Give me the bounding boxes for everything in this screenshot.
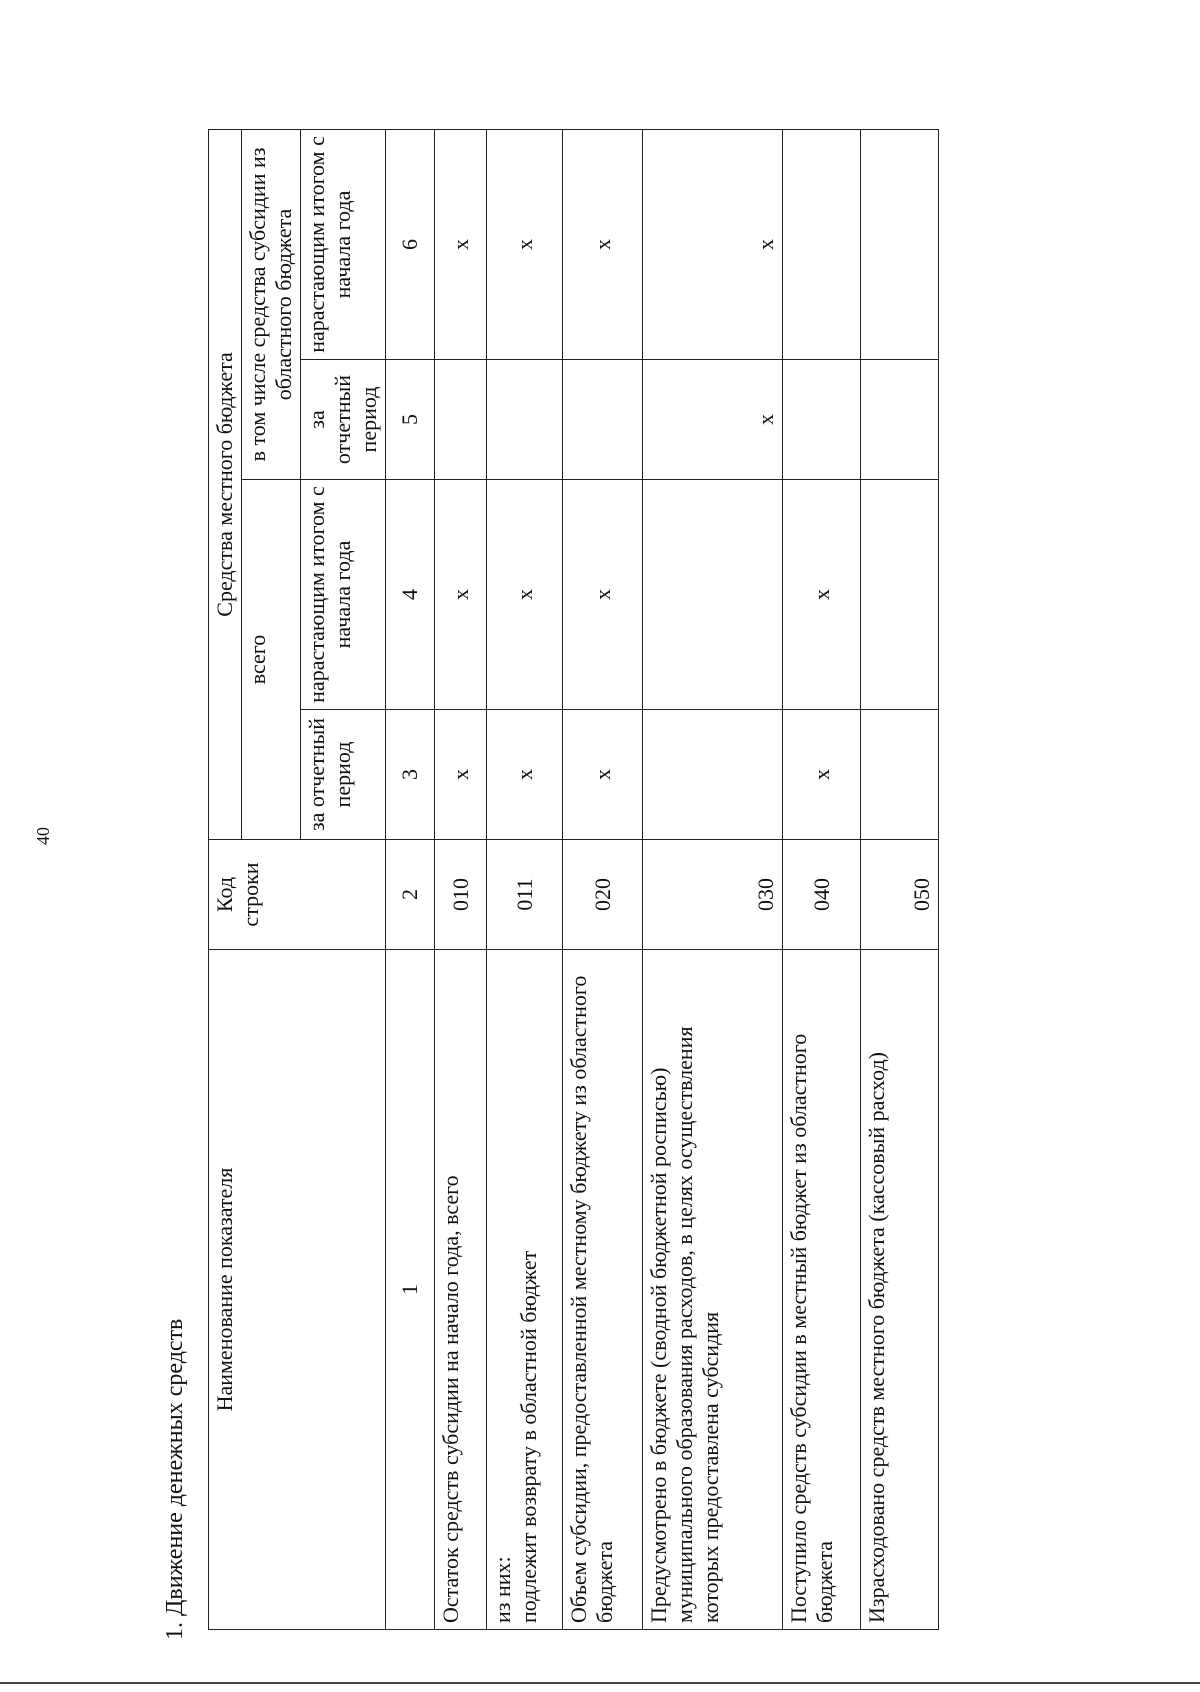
row-name <box>563 950 643 1630</box>
cell-total-ytd: x <box>783 480 861 710</box>
cell-regional-period: x <box>643 360 783 480</box>
cell-regional-ytd: x <box>643 129 783 359</box>
row-name-text: Поступило средств субсидии в местный бюджет из областного бюджета <box>786 1033 837 1623</box>
cell-total-ytd: x <box>435 480 487 710</box>
column-number: 2 <box>386 840 435 950</box>
row-name <box>861 950 939 1630</box>
cell-total-period <box>861 710 939 840</box>
row-name <box>487 950 563 1630</box>
cell-regional-period <box>487 360 563 480</box>
row-code: 020 <box>563 840 643 950</box>
row-name-text: Объем субсидии, предоставленной местному бюджету из областного бюджета <box>566 975 617 1623</box>
cell-regional-ytd: x <box>487 129 563 359</box>
table-row <box>861 129 939 1629</box>
cell-regional-ytd: x <box>435 129 487 359</box>
header-row-code: Код строки <box>209 840 386 950</box>
cell-regional-ytd <box>783 129 861 359</box>
table-row <box>487 129 563 1629</box>
cell-regional-ytd: x <box>563 129 643 359</box>
scan-bottom-edge <box>0 1682 1200 1684</box>
column-number-row <box>386 129 435 1629</box>
cell-total-period <box>643 710 783 840</box>
cash-movement-table <box>208 129 939 1630</box>
row-name-text: Предусмотрено в бюджете (сводной бюджетной росписью) муниципального образования расходов, в целях осуществления которых предоставлена субсидия <box>646 1026 723 1623</box>
table-row <box>435 129 487 1629</box>
section-title: 1. Движение денежных средств <box>162 1318 188 1640</box>
cell-total-period: x <box>435 710 487 840</box>
header-local-budget: Средства местного бюджета <box>209 129 242 839</box>
header-total-period: за отчетный период <box>301 710 386 840</box>
row-name-prefix: из них: <box>490 1556 515 1623</box>
column-number: 6 <box>386 129 435 359</box>
row-name-text: Остаток средств субсидии на начало года, всего <box>438 1175 463 1623</box>
cell-total-ytd <box>643 480 783 710</box>
table-row <box>643 129 783 1629</box>
header-total: всего <box>242 480 301 840</box>
rotated-page-content <box>160 120 939 1640</box>
header-incl-regional: в том числе средства субсидии из областного бюджета <box>242 129 301 479</box>
cell-regional-period <box>563 360 643 480</box>
header-regional-ytd: нарастающим итогом с начала года <box>301 129 386 359</box>
column-number: 3 <box>386 710 435 840</box>
cell-regional-period <box>783 360 861 480</box>
page-number: 40 <box>33 827 53 845</box>
header-regional-period: за отчетный период <box>301 360 386 480</box>
cell-total-ytd: x <box>487 480 563 710</box>
row-code: 011 <box>487 840 563 950</box>
row-code: 030 <box>643 840 783 950</box>
cell-total-ytd <box>861 480 939 710</box>
cell-total-period: x <box>487 710 563 840</box>
table-row <box>563 129 643 1629</box>
cell-regional-period <box>861 360 939 480</box>
row-name-text: Израсходовано средств местного бюджета (кассовый расход) <box>864 1052 889 1623</box>
row-code: 040 <box>783 840 861 950</box>
column-number: 1 <box>386 950 435 1630</box>
row-name-text: подлежит возврату в областной бюджет <box>516 1250 541 1623</box>
cell-total-period: x <box>563 710 643 840</box>
column-number: 4 <box>386 480 435 710</box>
row-code: 010 <box>435 840 487 950</box>
row-name <box>435 950 487 1630</box>
cell-total-ytd: x <box>563 480 643 710</box>
cell-total-period: x <box>783 710 861 840</box>
header-total-ytd: нарастающим итогом с начала года <box>301 480 386 710</box>
cell-regional-period <box>435 360 487 480</box>
row-code: 050 <box>861 840 939 950</box>
row-name <box>783 950 861 1630</box>
header-indicator-name: Наименование показателя <box>209 950 386 1630</box>
row-name <box>643 950 783 1630</box>
cell-regional-ytd <box>861 129 939 359</box>
column-number: 5 <box>386 360 435 480</box>
table-row <box>783 129 861 1629</box>
